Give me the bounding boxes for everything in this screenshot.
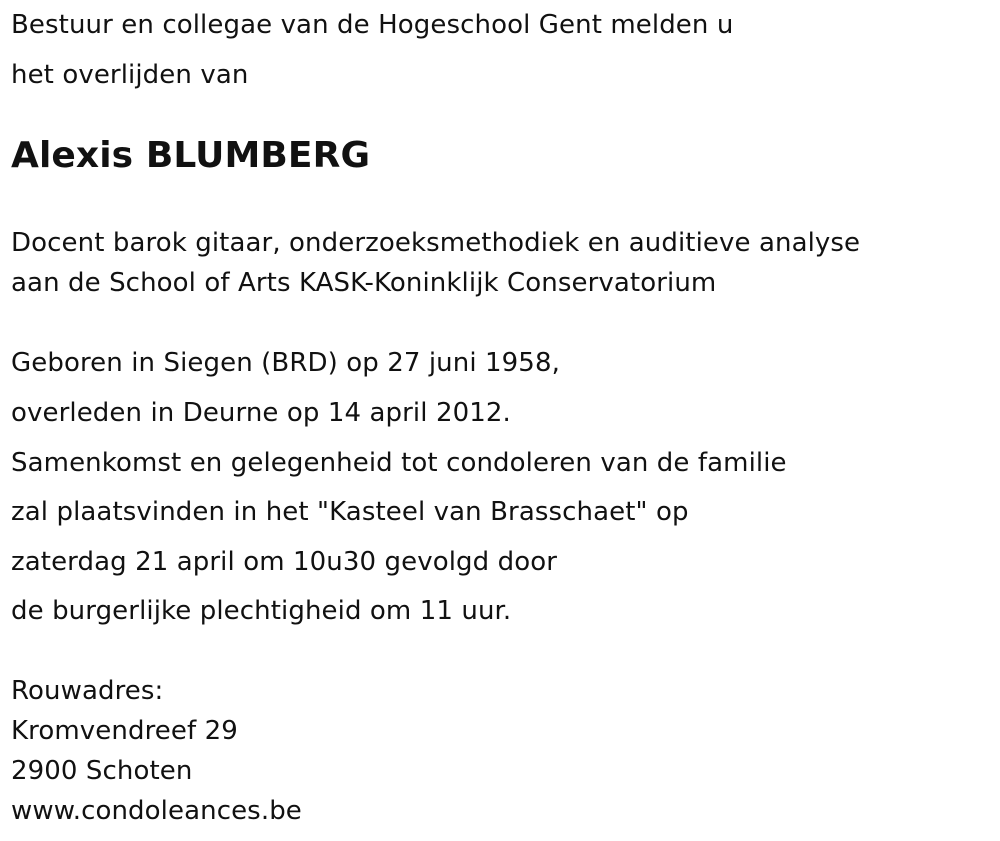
intro-line-1: Bestuur en collegae van de Hogeschool Gent melden u — [11, 10, 734, 40]
website-link[interactable]: www.condoleances.be — [11, 796, 302, 826]
death-line: overleden in Deurne op 14 april 2012. — [11, 398, 511, 428]
gathering-line-3: zaterdag 21 april om 10u30 gevolgd door — [11, 547, 558, 577]
gathering-line-1: Samenkomst en gelegenheid tot condoleren van de familie — [11, 448, 787, 478]
birth-line: Geboren in Siegen (BRD) op 27 juni 1958, — [11, 348, 560, 378]
address-label: Rouwadres: — [11, 676, 164, 706]
address-street: Kromvendreef 29 — [11, 716, 238, 746]
role-line-2: aan de School of Arts KASK-Koninklijk Conservatorium — [11, 268, 717, 298]
intro-line-2: het overlijden van — [11, 60, 249, 90]
deceased-name: Alexis BLUMBERG — [11, 135, 371, 176]
role-line-1: Docent barok gitaar, onderzoeksmethodiek en auditieve analyse — [11, 228, 861, 258]
gathering-line-2: zal plaatsvinden in het "Kasteel van Brasschaet" op — [11, 497, 689, 527]
address-city: 2900 Schoten — [11, 756, 193, 786]
ceremony-line: de burgerlijke plechtigheid om 11 uur. — [11, 596, 512, 626]
